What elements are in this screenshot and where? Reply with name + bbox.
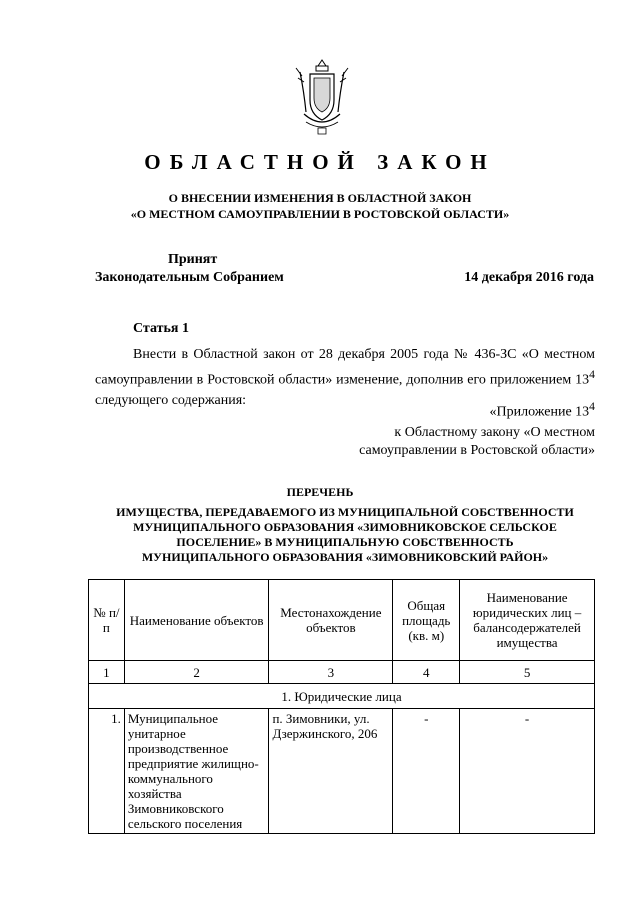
- row-balance-holder: -: [460, 709, 595, 834]
- property-table: [88, 579, 595, 834]
- header-number: № п/п: [89, 580, 125, 661]
- column-number: 5: [460, 661, 595, 684]
- header-object-name: Наименование объектов: [124, 580, 269, 661]
- table-row: [89, 709, 595, 834]
- column-number: 2: [124, 661, 269, 684]
- annex-label: [335, 397, 595, 423]
- row-number: 1.: [89, 709, 125, 834]
- annex-reference-line-1: к Областному закону «О местном: [394, 425, 595, 440]
- list-subtitle: [95, 505, 595, 565]
- column-number: 1: [89, 661, 125, 684]
- table-column-numbers-row: [89, 661, 595, 684]
- row-area: -: [393, 709, 460, 834]
- annex-label-superscript: 4: [589, 400, 595, 413]
- list-subtitle-line-1: ИМУЩЕСТВА, ПЕРЕДАВАЕМОГО ИЗ МУНИЦИПАЛЬНОЙ СОБСТВЕННОСТИ: [116, 505, 574, 519]
- law-title: ОБЛАСТНОЙ ЗАКОН: [144, 150, 496, 174]
- table-header-row: [89, 580, 595, 661]
- adopted-label: Принят: [168, 252, 218, 267]
- article-text-main: Внести в Областной закон от 28 декабря 2005 года № 436-ЗС «О местном самоуправлении в Ростовской области» изменение, дополнив его приложением 13: [95, 347, 595, 388]
- row-object-name: Муниципальное унитарное производственное предприятие жилищно-коммунального хозяйства Зимовниковского сельского поселения: [124, 709, 269, 834]
- header-location: Местонахождение объектов: [269, 580, 393, 661]
- table-section-row: [89, 684, 595, 709]
- header-area: Общая площадь (кв. м): [393, 580, 460, 661]
- law-subject-line-1: О ВНЕСЕНИИ ИЗМЕНЕНИЯ В ОБЛАСТНОЙ ЗАКОН: [168, 191, 472, 205]
- law-subject: [0, 190, 640, 222]
- row-location: п. Зимовники, ул. Дзержинского, 206: [269, 709, 393, 834]
- adopted-date: 14 декабря 2016 года: [464, 270, 594, 285]
- article-text-tail: следующего содержания:: [95, 392, 247, 408]
- column-number: 3: [269, 661, 393, 684]
- article-title: Статья 1: [133, 321, 189, 336]
- annex-reference-line-2: самоуправлении в Ростовской области»: [359, 443, 595, 458]
- list-subtitle-line-2: МУНИЦИПАЛЬНОГО ОБРАЗОВАНИЯ «ЗИМОВНИКОВСКОЕ СЕЛЬСКОЕ: [133, 520, 557, 534]
- header-balance-holder: Наименование юридических лиц – балансодержателей имущества: [460, 580, 595, 661]
- law-subject-line-2: «О МЕСТНОМ САМОУПРАВЛЕНИИ В РОСТОВСКОЙ ОБЛАСТИ»: [130, 207, 510, 221]
- column-number: 4: [393, 661, 460, 684]
- annex-label-text: «Приложение 13: [489, 404, 590, 420]
- list-subtitle-line-3: ПОСЕЛЕНИЕ» В МУНИЦИПАЛЬНУЮ СОБСТВЕННОСТЬ: [176, 535, 514, 549]
- list-subtitle-line-4: МУНИЦИПАЛЬНОГО ОБРАЗОВАНИЯ «ЗИМОВНИКОВСКИЙ РАЙОН»: [141, 550, 549, 564]
- annex-reference: [320, 424, 595, 460]
- article-text-superscript: 4: [589, 368, 595, 381]
- section-title: 1. Юридические лица: [89, 684, 595, 709]
- rostov-coat-of-arms-emblem: [292, 58, 352, 136]
- adopted-by: Законодательным Собранием: [95, 270, 284, 285]
- list-title: ПЕРЕЧЕНЬ: [286, 485, 354, 499]
